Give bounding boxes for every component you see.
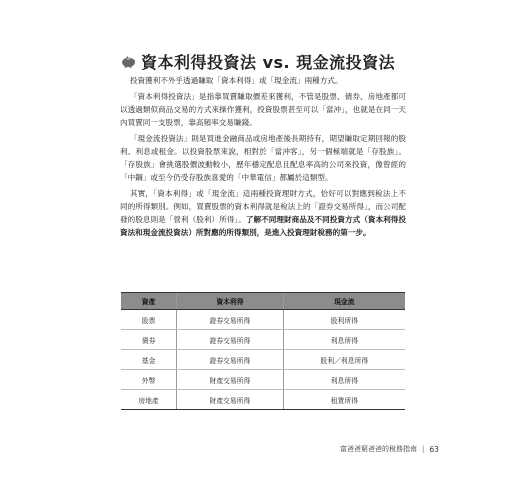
section-title: 資本利得投資法 vs. 現金流投資法 [141, 53, 396, 72]
table-row [121, 350, 405, 370]
body-text [120, 74, 406, 242]
table-row [121, 330, 405, 350]
table-cell: 外幣 [121, 370, 177, 390]
paragraph-3 [120, 132, 406, 184]
book-title: 富爸爸窮爸爸的稅務指南 [340, 445, 417, 453]
table-cell: 股利／利息所得 [283, 350, 405, 370]
table-cell: 股票 [121, 310, 177, 330]
table-cell: 房地產 [121, 390, 177, 410]
paragraph-4-bold-text: 了解不同理財商品及不同投資方式（資本利得投資法和現金流投資法）所對應的所得類別，是進入投資理財稅務的第一步。 [120, 215, 406, 237]
piggy-bank-icon [120, 53, 137, 70]
table-cell: 財產交易所得 [177, 370, 284, 390]
paragraph-1-text: 投資獲利不外乎透過賺取「資本利得」或「現金流」兩種方式。 [129, 76, 343, 85]
table-cell: 證券交易所得 [177, 350, 284, 370]
table-cell: 利息所得 [283, 370, 405, 390]
page-footer [340, 444, 439, 454]
table-cell: 財產交易所得 [177, 390, 284, 410]
page-number: 63 [429, 444, 439, 454]
table-row [121, 310, 405, 330]
section-heading [120, 50, 395, 73]
table-header-row [121, 293, 405, 310]
table-row [121, 370, 405, 390]
paragraph-1 [120, 74, 406, 87]
header-capital-gain: 資本利得 [177, 293, 284, 310]
table-cell: 債券 [121, 330, 177, 350]
table-cell: 證券交易所得 [177, 310, 284, 330]
footer-divider: | [422, 445, 425, 453]
table-cell: 租賃所得 [283, 390, 405, 410]
paragraph-3-text: 「現金流投資法」則是買進金融商品或房地產後長期持有，期望賺取定期回報的股利、利息或租金。以投資股票來說，相對於「當沖客」，另一個極端就是「存股族」。「存股族」會挑選股價波動較小，歷年穩定配息且配息率高的公司來投資，像曾經的「中鋼」或至今仍受存股族喜愛的「中華電信」都屬於這類型。 [120, 134, 406, 182]
paragraph-4-text: 其實，「資本利得」或「現金流」這兩種投資理財方式，恰好可以對應到稅法上不同的所得類別。例如，買賣股票的資本利得就是稅法上的「證券交易所得」，而公司配發的股息則是「營利（股利）所得」。 [120, 189, 406, 224]
paragraph-2 [120, 90, 406, 129]
income-type-table [121, 292, 405, 410]
table-cell: 股利所得 [283, 310, 405, 330]
table-cell: 證券交易所得 [177, 330, 284, 350]
header-cash-flow: 現金流 [283, 293, 405, 310]
paragraph-2-text: 「資本利得投資法」是指靠買賣賺取價差來獲利，不管是股票、債券、房地產都可以透過類似商品交易的方式來操作獲利，投資股票甚至可以「當沖」，也就是在同一天內買賣同一支股票，靠高頻率交易賺錢。 [120, 92, 406, 127]
header-asset: 資產 [121, 293, 177, 310]
table-row [121, 390, 405, 410]
table-cell: 基金 [121, 350, 177, 370]
table-cell: 利息所得 [283, 330, 405, 350]
paragraph-4 [120, 187, 406, 239]
